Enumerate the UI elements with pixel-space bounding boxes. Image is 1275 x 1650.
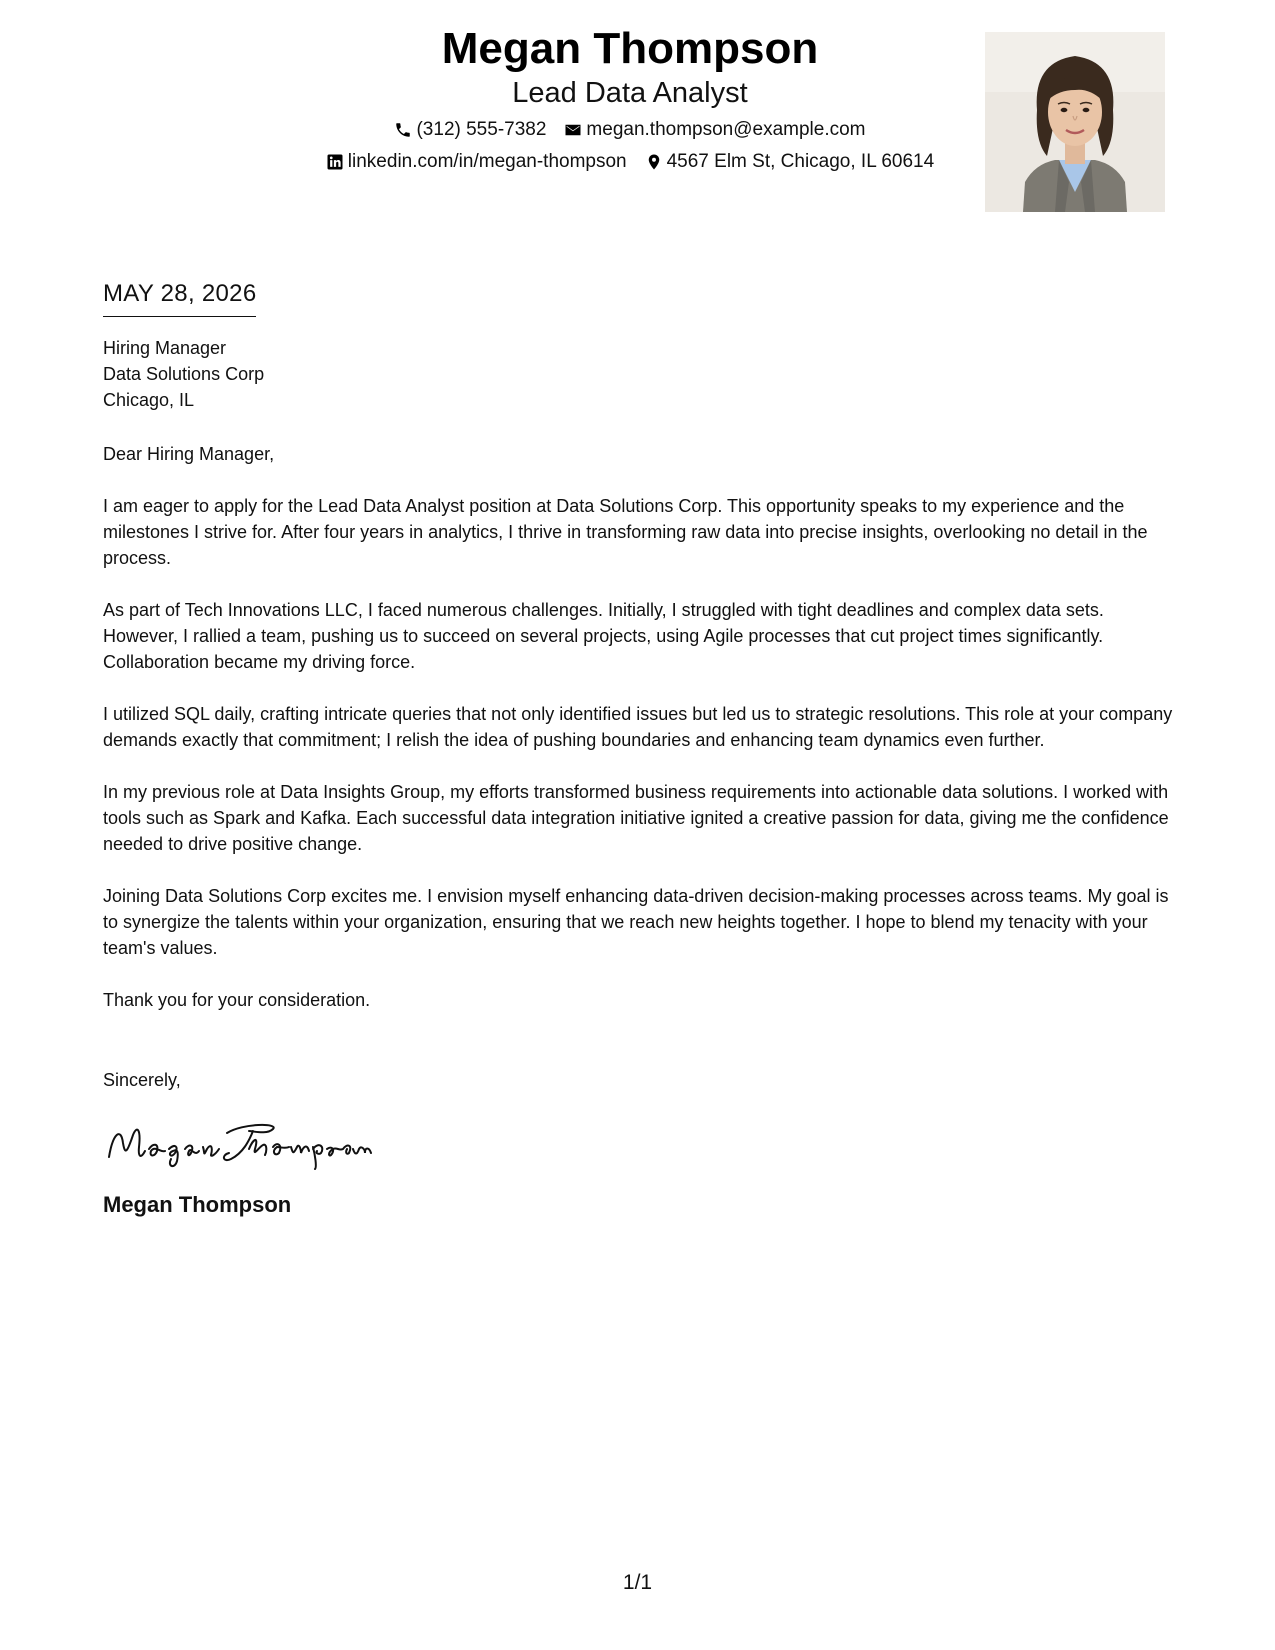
signed-name: Megan Thompson (103, 1192, 292, 1217)
email-text: megan.thompson@example.com (586, 119, 866, 140)
letter-header (0, 22, 1275, 222)
contact-line-1 (230, 118, 1030, 142)
recipient-company: Data Solutions Corp (103, 364, 265, 384)
handwritten-signature (103, 1113, 373, 1173)
body-paragraph: I am eager to apply for the Lead Data Analyst position at Data Solutions Corp. This opportunity speaks to my experience and the milestones I strive for. After four years in analytics, I thrive in transforming raw data into precise insights, overlooking no detail in the process. (103, 496, 1148, 568)
contact-address (645, 150, 935, 174)
envelope-icon (564, 121, 582, 139)
applicant-name: Megan Thompson (441, 24, 819, 73)
body-paragraph: In my previous role at Data Insights Group, my efforts transformed business requirements into actionable data solutions. I worked with tools such as Spark and Kafka. Each successful data integration initiative ignited a creative passion for data, giving me the confidence needed to drive positive change. (103, 782, 1169, 854)
recipient-block (103, 335, 1173, 413)
phone-text: (312) 555-7382 (416, 119, 547, 140)
applicant-role: Lead Data Analyst (512, 77, 748, 109)
contact-line-2 (230, 150, 1030, 174)
header-info (230, 22, 1030, 174)
profile-photo (985, 32, 1165, 212)
contact-phone (394, 118, 546, 142)
contact-email (564, 118, 865, 142)
body-paragraph: I utilized SQL daily, crafting intricate queries that not only identified issues but led us to strategic resolutions. This role at your company demands exactly that commitment; I relish the idea of pushing boundaries and enhancing team dynamics even further. (103, 704, 1173, 750)
body-paragraph: Joining Data Solutions Corp excites me. I envision myself enhancing data-driven decision-making processes across teams. My goal is to synergize the talents within your organization, ensuring that we reach new heights together. I hope to blend my tenacity with your team's values. (103, 886, 1169, 958)
salutation: Dear Hiring Manager, (103, 444, 275, 464)
body-paragraph: As part of Tech Innovations LLC, I faced numerous challenges. Initially, I struggled with tight deadlines and complex data sets. However, I rallied a team, pushing us to succeed on several projects, using Agile processes that cut project times significantly. Collaboration became my driving force. (103, 600, 1104, 672)
address-text: 4567 Elm St, Chicago, IL 60614 (666, 151, 935, 172)
letter-date: MAY 28, 2026 (103, 278, 256, 317)
closing-line: Thank you for your consideration. (103, 990, 371, 1010)
signoff: Sincerely, (103, 1070, 181, 1090)
phone-icon (394, 121, 412, 139)
map-pin-icon (645, 153, 663, 171)
letter-body (103, 278, 1173, 1219)
recipient-location: Chicago, IL (103, 390, 195, 410)
linkedin-text: linkedin.com/in/megan-thompson (347, 151, 627, 172)
contact-linkedin (326, 150, 627, 174)
recipient-title: Hiring Manager (103, 338, 227, 358)
linkedin-icon (326, 153, 344, 171)
page-number: 1/1 (622, 1571, 653, 1594)
